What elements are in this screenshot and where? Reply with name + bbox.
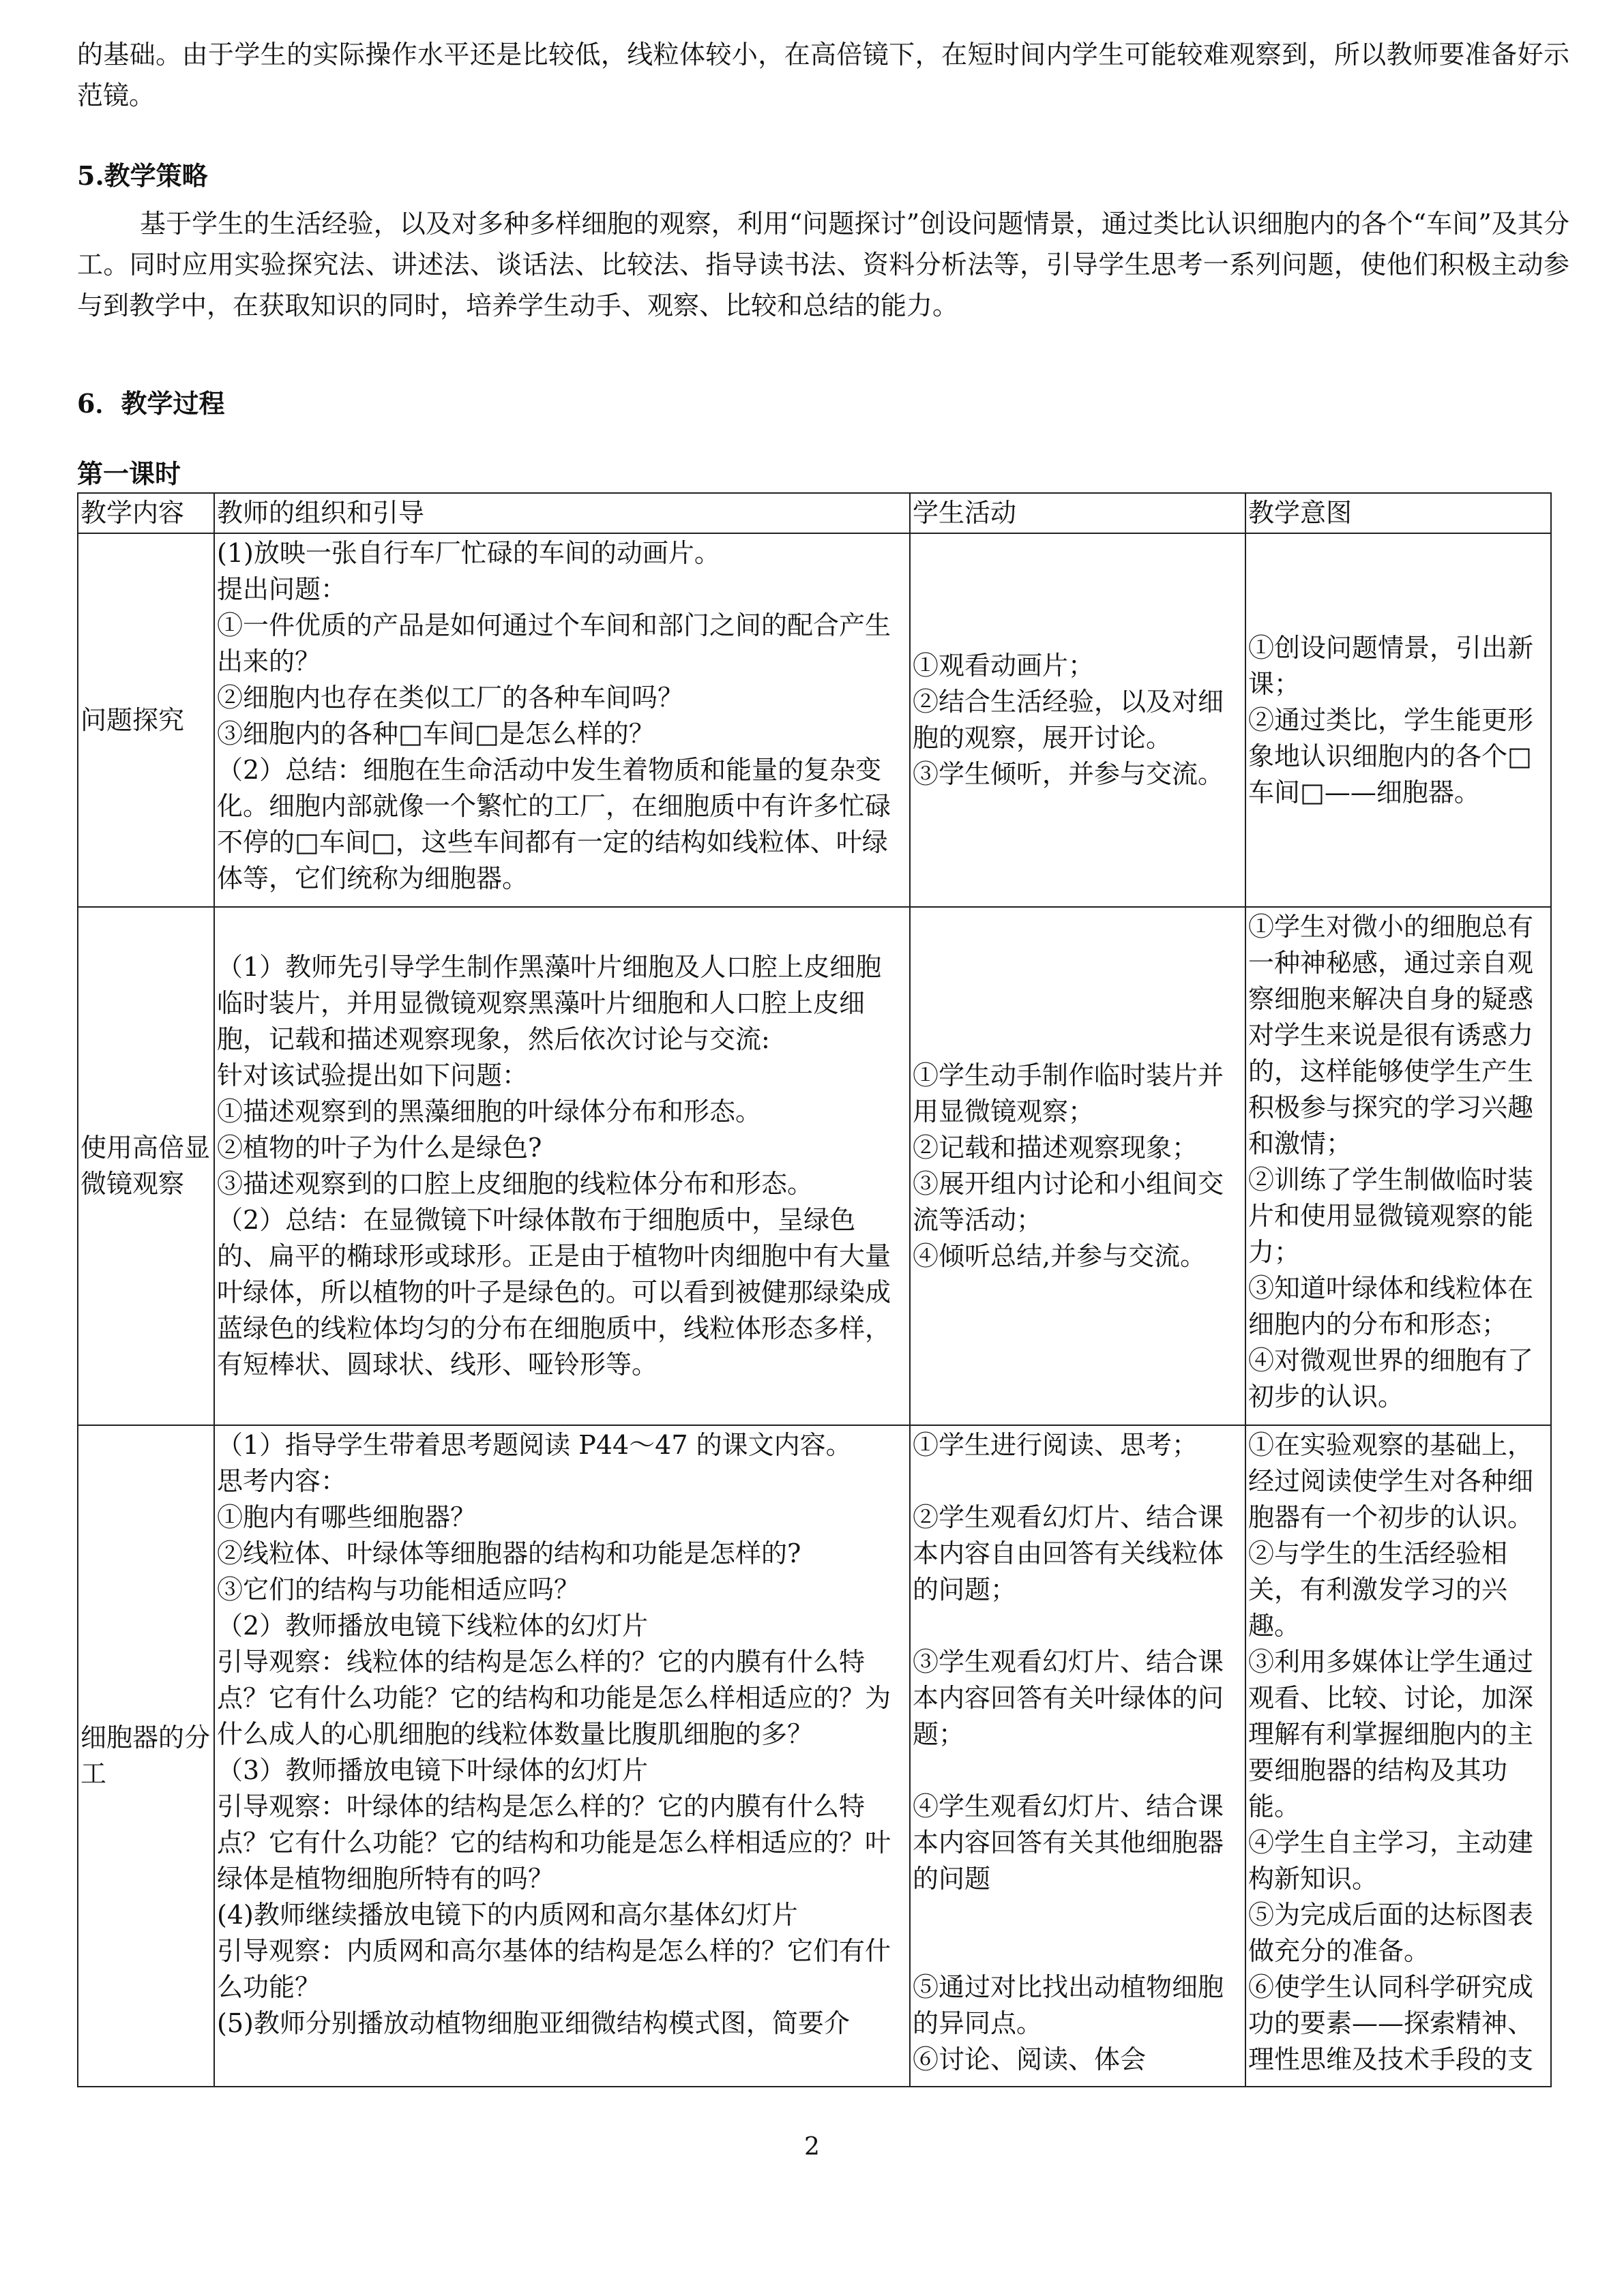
row3-intent-line: ③利用多媒体让学生通过观看、比较、讨论，加深理解有利掌握细胞内的主要细胞器的结构及其功能。 [1248,1647,1534,1821]
row1-intent-cell [1245,533,1551,907]
row3-intent-line: ④学生自主学习，主动建构新知识。 [1248,1828,1534,1894]
row3-teacher-cell [214,1425,910,2087]
header-student: 学生活动 [910,493,1245,533]
section-5-body: 基于学生的生活经验，以及对多种多样细胞的观察，利用“问题探讨”创设问题情景，通过类比认识细胞内的各个“车间”及其分工。同时应用实验探究法、讲述法、谈话法、比较法、指导读书法、资料分析法等，引导学生思考一系列问题，使他们积极主动参与到教学中，在获取知识的同时，培养学生动手、观察、比较和总结的能力。 [77,209,1569,320]
section-5-title: 5.教学策略 [77,160,208,191]
row3-teacher-line: ①胞内有哪些细胞器？ [217,1502,477,1532]
row3-student-line: ③学生观看幻灯片、结合课本内容回答有关叶绿体的问题； [913,1647,1224,1749]
row1-teacher-line: (1)放映一张自行车厂忙碌的车间的动画片。 [217,538,720,568]
row3-teacher-line: (4)教师继续播放电镜下的内质网和高尔基体幻灯片 [217,1900,798,1930]
lesson-table [77,492,1552,2087]
intro-paragraph: 的基础。由于学生的实际操作水平还是比较低，线粒体较小，在高倍镜下，在短时间内学生可能较难观察到，所以教师要准备好示范镜。 [77,40,1569,110]
row2-teacher-line: ③描述观察到的口腔上皮细胞的线粒体分布和形态。 [217,1169,814,1199]
row3-intent-line: ⑥使学生认同科学研究成功的要素——探索精神、理性思维及技术手段的支 [1248,1972,1534,2074]
table-row [78,1425,1551,2087]
row1-teacher-line: （2）总结：细胞在生命活动中发生着物质和能量的复杂变化。细胞内部就像一个繁忙的工厂，在细胞质中有许多忙碌不停的□车间□，这些车间都有一定的结构如线粒体、叶绿体等，它们统称为细胞器。 [217,755,891,893]
row3-student-line: ②学生观看幻灯片、结合课本内容自由回答有关线粒体的问题； [913,1502,1224,1605]
row2-teacher-line: （1）教师先引导学生制作黑藻叶片细胞及人口腔上皮细胞临时装片，并用显微镜观察黑藻叶片细胞和人口腔上皮细胞，记载和描述观察现象，然后依次讨论与交流: [217,952,882,1054]
row3-intent-line: ⑤为完成后面的达标图表做充分的准备。 [1248,1900,1534,1966]
row1-intent-line: ①创设问题情景，引出新课； [1248,632,1534,699]
row1-teacher-line: ③细胞内的各种□车间□是怎么样的？ [217,719,655,749]
row3-intent-line: ①在实验观察的基础上，经过阅读使学生对各种细胞器有一个初步的认识。 [1248,1430,1534,1532]
row3-student-line: ①学生进行阅读、思考； [913,1430,1198,1460]
row1-teacher-line: ②细胞内也存在类似工厂的各种车间吗？ [217,683,684,713]
row2-student-cell [910,907,1245,1425]
row2-teacher-line: 针对该试验提出如下问题： [217,1060,529,1090]
row3-student-cell [910,1425,1245,2087]
table-header-row [78,493,1551,533]
row3-teacher-line: （2）教师播放电镜下线粒体的幻灯片 [217,1611,649,1641]
row3-teacher-line: 引导观察：内质网和高尔基体的结构是怎么样的？它们有什么功能？ [217,1936,891,2002]
row1-student-line: ③学生倾听，并参与交流。 [913,759,1224,789]
row3-intent-line: ②与学生的生活经验相关，有利激发学习的兴趣。 [1248,1538,1508,1641]
row3-teacher-line: 引导观察：线粒体的结构是怎么样的？它的内膜有什么特点？它有什么功能？它的结构和功能是怎么样相适应的？为什么成人的心肌细胞的线粒体数量比腹肌细胞的多？ [217,1647,891,1749]
row2-student-line: ③展开组内讨论和小组间交流等活动； [913,1169,1224,1235]
lesson-subtitle: 第一课时 [77,458,181,489]
row2-teacher-line: （2）总结：在显微镜下叶绿体散布于细胞质中，呈绿色的、扁平的椭球形或球形。正是由于植物叶肉细胞中有大量叶绿体，所以植物的叶子是绿色的。可以看到被健那绿染成蓝绿色的线粒体均匀的分布在细胞质中，线粒体形态多样，有短棒状、圆球状、线形、哑铃形等。 [217,1205,891,1380]
row1-student-cell [910,533,1245,907]
table-row [78,533,1551,907]
row2-teacher-line: ②植物的叶子为什么是绿色? [217,1133,542,1163]
row1-teacher-line: 提出问题： [217,574,347,604]
document-page [77,34,1569,2087]
header-intent: 教学意图 [1245,493,1551,533]
row1-topic: 问题探究 [78,533,214,907]
row3-teacher-line: （3）教师播放电镜下叶绿体的幻灯片 [217,1755,649,1785]
section-6-title: 6．教学过程 [77,388,225,419]
row2-topic: 使用高倍显微镜观察 [78,907,214,1425]
row2-student-line: ④倾听总结,并参与交流。 [913,1241,1207,1271]
row2-intent-cell [1245,907,1551,1425]
row3-teacher-line: 引导观察：叶绿体的结构是怎么样的？它的内膜有什么特点？它有什么功能？它的结构和功能是怎么样相适应的？叶绿体是植物细胞所特有的吗？ [217,1791,891,1894]
row2-student-line: ①学生动手制作临时装片并用显微镜观察； [913,1060,1224,1127]
row2-intent-line: ③知道叶绿体和线粒体在细胞内的分布和形态； [1248,1273,1534,1339]
header-content: 教学内容 [78,493,214,533]
row3-topic: 细胞器的分工 [78,1425,214,2087]
row2-intent-line: ②训练了学生制做临时装片和使用显微镜观察的能力； [1248,1165,1534,1267]
row2-intent-line: ①学生对微小的细胞总有一种神秘感，通过亲自观察细胞来解决自身的疑惑对学生来说是很有诱惑力的，这样能够使学生产生积极参与探究的学习兴趣和激情； [1248,912,1534,1159]
row3-teacher-line: (5)教师分别播放动植物细胞亚细微结构模式图，简要介 [217,2008,850,2038]
row2-teacher-line: ①描述观察到的黑藻细胞的叶绿体分布和形态。 [217,1097,762,1127]
row3-student-line: ④学生观看幻灯片、结合课本内容回答有关其他细胞器的问题 [913,1791,1224,1894]
row1-teacher-line: ①一件优质的产品是如何通过个车间和部门之间的配合产生出来的？ [217,610,891,676]
page-number: 2 [804,2133,820,2161]
row3-student-line: ⑥讨论、阅读、体会 [913,2044,1147,2074]
header-teacher: 教师的组织和引导 [214,493,910,533]
row2-teacher-cell [214,907,910,1425]
row3-student-line: ⑤通过对比找出动植物细胞的异同点。 [913,1972,1224,2038]
row1-teacher-cell [214,533,910,907]
table-row [78,907,1551,1425]
row3-teacher-line: ③它们的结构与功能相适应吗？ [217,1575,580,1605]
row3-intent-cell [1245,1425,1551,2087]
row3-teacher-line: （1）指导学生带着思考题阅读 P44～47 的课文内容。 [217,1430,852,1460]
row3-teacher-line: 思考内容： [217,1466,347,1496]
row1-intent-line: ②通过类比，学生能更形象地认识细胞内的各个□车间□——细胞器。 [1248,704,1534,807]
row1-student-line: ②结合生活经验，以及对细胞的观察，展开讨论。 [913,687,1224,753]
row2-intent-line: ④对微观世界的细胞有了初步的认识。 [1248,1345,1534,1412]
row3-teacher-line: ②线粒体、叶绿体等细胞器的结构和功能是怎样的? [217,1538,801,1568]
row2-student-line: ②记载和描述观察现象； [913,1133,1198,1163]
row1-student-line: ①观看动画片； [913,651,1095,681]
